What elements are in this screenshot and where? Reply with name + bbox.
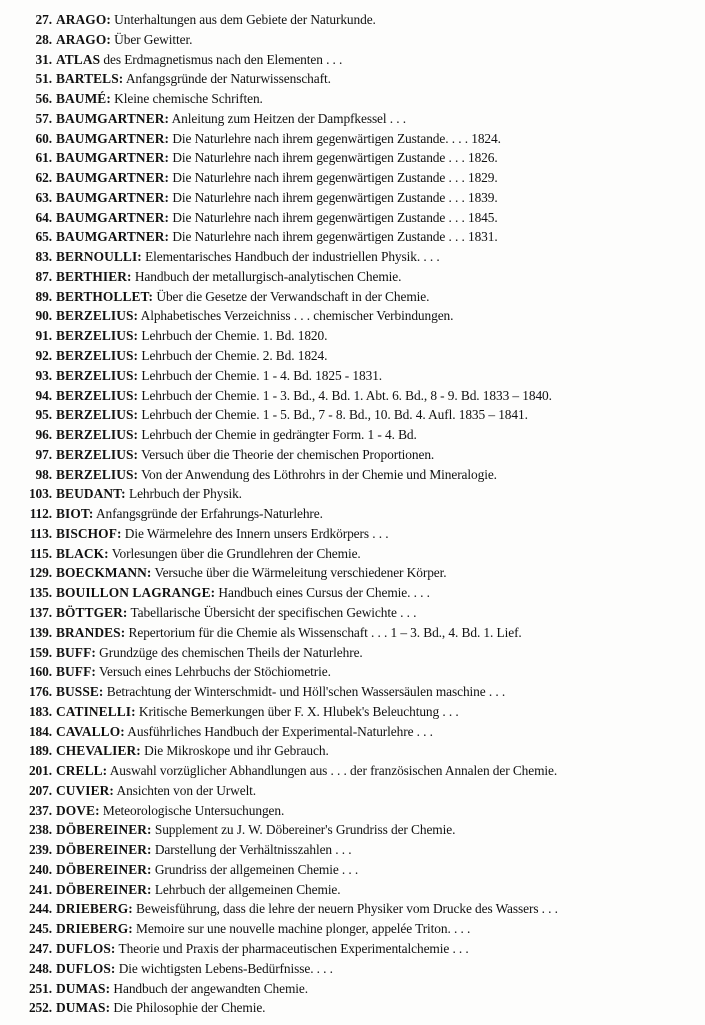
entry-title: Lehrbuch der Chemie. 1 - 3. Bd., 4. Bd. 1. Abt. 6. Bd., 8 - 9. Bd. 1833 – 1840. (141, 387, 552, 403)
entry-author: BUSSE: (56, 684, 104, 700)
entry-title: Unterhaltungen aus dem Gebiete der Naturkunde. (114, 12, 376, 27)
entry-title: Über Gewitter. (114, 31, 193, 47)
entry-author: DUFLOS: (56, 940, 116, 956)
entry-author: DÖBEREINER: (56, 842, 152, 858)
entry-number: 51. (35, 71, 52, 87)
entry-number: 113. (29, 525, 52, 541)
entry-number: 207. (28, 782, 52, 798)
entry-number: 112. (29, 506, 52, 522)
entry-author: BAUMGARTNER: (56, 209, 170, 225)
entry-author: BERZELIUS: (56, 308, 139, 324)
entry-number: 137. (28, 604, 52, 620)
entry-title: Die Naturlehre nach ihrem gegenwärtigen Zustande. . . . 1824. (172, 130, 501, 146)
entry-number: 248. (28, 960, 52, 976)
bibliography-entry (14, 484, 702, 504)
bibliography-entry (14, 168, 702, 188)
entry-number: 135. (28, 585, 52, 601)
bibliography-entry (14, 50, 702, 70)
bibliography-entry (14, 208, 702, 228)
entry-author: BERZELIUS: (56, 446, 139, 462)
entry-number: 98. (35, 466, 52, 482)
entry-number: 27. (35, 12, 52, 27)
bibliography-entry (14, 89, 702, 109)
entry-number: 92. (35, 348, 52, 364)
entry-number: 31. (35, 51, 52, 67)
entry-author: BERZELIUS: (56, 348, 139, 364)
entry-title: Versuche über die Wärmeleitung verschiedener Körper. (154, 565, 447, 581)
entry-title: Handbuch der metallurgisch-analytischen Chemie. (134, 268, 402, 284)
entry-number: 240. (28, 861, 52, 877)
entry-title: Die Naturlehre nach ihrem gegenwärtigen Zustande . . . 1826. (172, 150, 498, 166)
entry-number: 244. (28, 901, 52, 917)
entry-title: Grundriss der allgemeinen Chemie . . . (154, 861, 359, 877)
entry-title: Vorlesungen über die Grundlehren der Chemie. (111, 545, 361, 561)
bibliography-entry (14, 979, 702, 999)
entry-title: Die Wärmelehre des Innern unsers Erdkörpers . . . (124, 525, 389, 541)
entry-title: Anfangsgründe der Erfahrungs-Naturlehre. (95, 506, 323, 522)
bibliography-entry (14, 504, 702, 524)
entry-title: Memoire sur une nouvelle machine plonger, appelée Triton. . . . (136, 921, 471, 937)
entry-number: 63. (35, 189, 52, 205)
entry-title: Lehrbuch der Chemie. 2. Bd. 1824. (141, 348, 328, 364)
bibliography-entry (14, 544, 702, 564)
bibliography-entry (14, 860, 702, 880)
entry-number: 95. (35, 407, 52, 423)
entry-author: BERZELIUS: (56, 328, 139, 344)
entry-title: Alphabetisches Verzeichniss . . . chemischer Verbindungen. (140, 308, 454, 324)
entry-number: 184. (28, 723, 52, 739)
entry-author: BAUMGARTNER: (56, 150, 170, 166)
entry-number: 139. (28, 624, 52, 640)
entry-number: 83. (35, 249, 52, 265)
bibliography-entry (14, 366, 702, 386)
entry-title: Versuch eines Lehrbuchs der Stöchiometrie. (98, 664, 331, 680)
entry-number: 238. (28, 822, 52, 838)
entry-title: Von der Anwendung des Löthrohrs in der Chemie und Mineralogie. (141, 466, 497, 482)
entry-author: ATLAS (56, 51, 101, 67)
bibliography-entry (14, 662, 702, 682)
entry-title: Die wichtigsten Lebens-Bedürfnisse. . . . (118, 960, 333, 976)
entry-title: Ausführliches Handbuch der Experimental-Naturlehre . . . (127, 723, 433, 739)
bibliography-entry (14, 702, 702, 722)
entry-title: Tabellarische Übersicht der specifischen Gewichte . . . (130, 604, 417, 620)
bibliography-entry (14, 801, 702, 821)
entry-author: BAUMÉ: (56, 91, 111, 107)
entry-author: BUFF: (56, 664, 96, 680)
entry-author: BERZELIUS: (56, 466, 139, 482)
entry-number: 237. (28, 802, 52, 818)
bibliography-entry (14, 563, 702, 583)
bibliography-entry (14, 939, 702, 959)
entry-number: 89. (35, 288, 52, 304)
entry-number: 241. (28, 881, 52, 897)
entry-number: 65. (35, 229, 52, 245)
entry-title: Die Naturlehre nach ihrem gegenwärtigen Zustande . . . 1845. (172, 209, 498, 225)
entry-number: 247. (28, 940, 52, 956)
bibliography-entry (14, 583, 702, 603)
entry-title: Lehrbuch der Physik. (129, 486, 242, 502)
entry-author: BARTELS: (56, 71, 124, 87)
bibliography-entry (14, 682, 702, 702)
entry-author: BERZELIUS: (56, 427, 139, 443)
entry-author: BERTHOLLET: (56, 288, 154, 304)
bibliography-entry (14, 880, 702, 900)
entry-title: Die Mikroskope und ihr Gebrauch. (144, 743, 329, 759)
entry-author: ARAGO: (56, 31, 111, 47)
bibliography-entry (14, 741, 702, 761)
entry-title: Darstellung der Verhältnisszahlen . . . (154, 842, 352, 858)
bibliography-entry (14, 188, 702, 208)
entry-author: BERTHIER: (56, 268, 132, 284)
entry-title: Anleitung zum Heitzen der Dampfkessel . . . (171, 110, 407, 126)
entry-author: DRIEBERG: (56, 921, 133, 937)
bibliography-entry (14, 899, 702, 919)
entry-number: 96. (35, 427, 52, 443)
bibliography-entry (14, 722, 702, 742)
entry-title: Beweisführung, dass die lehre der neuern Physiker vom Drucke des Wassers . . . (136, 901, 558, 917)
entry-author: BAUMGARTNER: (56, 170, 170, 186)
bibliography-entry (14, 287, 702, 307)
entry-title: Elementarisches Handbuch der industriellen Physik. . . . (145, 249, 440, 265)
entry-author: BIOT: (56, 506, 94, 522)
bibliography-entry (14, 425, 702, 445)
entry-author: BOUILLON LAGRANGE: (56, 585, 216, 601)
entry-author: BAUMGARTNER: (56, 110, 170, 126)
entry-title: Lehrbuch der Chemie. 1 - 5. Bd., 7 - 8. Bd., 10. Bd. 4. Aufl. 1835 – 1841. (141, 407, 528, 423)
entry-author: DOVE: (56, 802, 100, 818)
entry-author: BERZELIUS: (56, 367, 139, 383)
entry-author: DUMAS: (56, 1000, 111, 1016)
entry-number: 64. (35, 209, 52, 225)
entry-number: 176. (28, 684, 52, 700)
entry-title: Über die Gesetze der Verwandschaft in der Chemie. (156, 288, 430, 304)
entry-title: Repertorium für die Chemie als Wissenschaft . . . 1 – 3. Bd., 4. Bd. 1. Lief. (128, 624, 522, 640)
entry-author: CATINELLI: (56, 703, 136, 719)
entry-title: Supplement zu J. W. Döbereiner's Grundriss der Chemie. (154, 822, 456, 838)
entry-number: 57. (35, 110, 52, 126)
bibliography-entry (14, 10, 702, 30)
bibliography-entry (14, 346, 702, 366)
entry-author: DUFLOS: (56, 960, 116, 976)
entry-title: Handbuch der angewandten Chemie. (113, 980, 309, 996)
entry-title: Kritische Bemerkungen über F. X. Hlubek's Beleuchtung . . . (138, 703, 459, 719)
bibliography-entry (14, 445, 702, 465)
entry-title: Lehrbuch der Chemie in gedrängter Form. 1 - 4. Bd. (141, 427, 417, 443)
entry-title: Versuch über die Theorie der chemischen Proportionen. (141, 446, 435, 462)
entry-author: CHEVALIER: (56, 743, 141, 759)
bibliography-entry (14, 109, 702, 129)
entry-author: DÖBEREINER: (56, 881, 152, 897)
bibliography-entry (14, 524, 702, 544)
entry-author: CAVALLO: (56, 723, 125, 739)
bibliography-list (14, 10, 702, 1018)
entry-number: 245. (28, 921, 52, 937)
entry-author: BÖTTGER: (56, 604, 128, 620)
entry-title: Betrachtung der Winterschmidt- und Höll'schen Wassersäulen maschine . . . (106, 684, 506, 700)
bibliography-entry (14, 267, 702, 287)
entry-author: CUVIER: (56, 782, 114, 798)
bibliography-entry (14, 623, 702, 643)
bibliography-entry (14, 761, 702, 781)
bibliography-entry (14, 69, 702, 89)
entry-title: des Erdmagnetismus nach den Elementen . . . (103, 51, 343, 67)
bibliography-entry (14, 129, 702, 149)
entry-author: DUMAS: (56, 980, 111, 996)
entry-title: Lehrbuch der Chemie. 1. Bd. 1820. (141, 328, 328, 344)
entry-number: 251. (28, 980, 52, 996)
entry-author: BAUMGARTNER: (56, 189, 170, 205)
bibliography-entry (14, 30, 702, 50)
entry-author: DÖBEREINER: (56, 822, 152, 838)
entry-author: DRIEBERG: (56, 901, 133, 917)
entry-author: CRELL: (56, 763, 108, 779)
bibliography-entry (14, 959, 702, 979)
entry-number: 189. (28, 743, 52, 759)
entry-number: 91. (35, 328, 52, 344)
entry-author: BERZELIUS: (56, 407, 139, 423)
bibliography-entry (14, 386, 702, 406)
entry-number: 93. (35, 367, 52, 383)
entry-number: 87. (35, 268, 52, 284)
entry-title: Die Naturlehre nach ihrem gegenwärtigen Zustande . . . 1831. (172, 229, 498, 245)
entry-author: BLACK: (56, 545, 109, 561)
entry-number: 94. (35, 387, 52, 403)
entry-title: Die Philosophie der Chemie. (113, 1000, 266, 1016)
bibliography-entry (14, 247, 702, 267)
entry-title: Meteorologische Untersuchungen. (102, 802, 285, 818)
entry-number: 90. (35, 308, 52, 324)
entry-author: BUFF: (56, 644, 96, 660)
entry-author: BOECKMANN: (56, 565, 152, 581)
entry-title: Auswahl vorzüglicher Abhandlungen aus . . . der französischen Annalen der Chemie. (109, 763, 558, 779)
entry-number: 60. (35, 130, 52, 146)
entry-author: BRANDES: (56, 624, 126, 640)
entry-number: 28. (35, 31, 52, 47)
entry-number: 97. (35, 446, 52, 462)
entry-number: 56. (35, 91, 52, 107)
entry-author: BEUDANT: (56, 486, 126, 502)
entry-author: BAUMGARTNER: (56, 229, 170, 245)
entry-number: 183. (28, 703, 52, 719)
entry-title: Die Naturlehre nach ihrem gegenwärtigen Zustande . . . 1829. (172, 170, 498, 186)
entry-number: 252. (28, 1000, 52, 1016)
bibliography-entry (14, 919, 702, 939)
bibliography-entry (14, 643, 702, 663)
entry-number: 160. (28, 664, 52, 680)
bibliography-entry (14, 148, 702, 168)
entry-title: Grundzüge des chemischen Theils der Naturlehre. (99, 644, 363, 660)
entry-number: 239. (28, 842, 52, 858)
entry-number: 129. (28, 565, 52, 581)
bibliography-entry (14, 227, 702, 247)
entry-number: 159. (28, 644, 52, 660)
entry-title: Ansichten von der Urwelt. (116, 782, 257, 798)
entry-number: 103. (28, 486, 52, 502)
entry-author: ARAGO: (56, 12, 111, 27)
bibliography-entry (14, 306, 702, 326)
entry-author: DÖBEREINER: (56, 861, 152, 877)
entry-number: 61. (35, 150, 52, 166)
entry-author: BERNOULLI: (56, 249, 142, 265)
entry-title: Lehrbuch der allgemeinen Chemie. (154, 881, 341, 897)
entry-author: BAUMGARTNER: (56, 130, 170, 146)
bibliography-entry (14, 998, 702, 1018)
bibliography-entry (14, 405, 702, 425)
entry-title: Lehrbuch der Chemie. 1 - 4. Bd. 1825 - 1831. (141, 367, 383, 383)
entry-author: BERZELIUS: (56, 387, 139, 403)
entry-title: Anfangsgründe der Naturwissenschaft. (125, 71, 331, 87)
bibliography-entry (14, 603, 702, 623)
bibliography-entry (14, 465, 702, 485)
entry-number: 201. (28, 763, 52, 779)
bibliography-entry (14, 326, 702, 346)
entry-title: Die Naturlehre nach ihrem gegenwärtigen Zustande . . . 1839. (172, 189, 498, 205)
bibliography-entry (14, 781, 702, 801)
entry-author: BISCHOF: (56, 525, 122, 541)
entry-title: Theorie und Praxis der pharmaceutischen Experimentalchemie . . . (118, 940, 469, 956)
bibliography-entry (14, 820, 702, 840)
entry-title: Kleine chemische Schriften. (114, 91, 263, 107)
entry-number: 62. (35, 170, 52, 186)
entry-title: Handbuch eines Cursus der Chemie. . . . (218, 585, 430, 601)
entry-number: 115. (29, 545, 52, 561)
bibliography-entry (14, 840, 702, 860)
